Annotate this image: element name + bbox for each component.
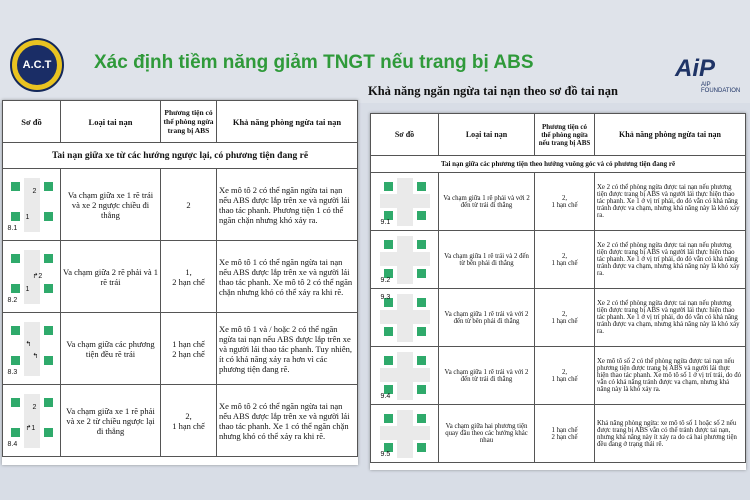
- preventable-vehicle: [535, 405, 595, 463]
- crash-diagram-8-4: 2 ↱1 8.4: [7, 394, 57, 448]
- preventable-vehicle-secondary: 2 hạn chế: [172, 276, 205, 287]
- table-row: [3, 385, 358, 457]
- prevention-description: Xe mô tô 2 có thể ngăn ngừa tai nạn nếu ABS được lắp trên xe và người lái thao tác phanh. Phương tiện 1 có thể ngăn chặn nhưng khó xảy ra.: [217, 169, 358, 241]
- act-logo-text: A.C.T: [17, 45, 57, 85]
- prevention-description: Xe mô tô 2 có thể ngăn ngừa tai nạn nếu ABS được lắp trên xe và người lái thao tác phanh. Xe 1 có thể ngăn chặn nhưng khó có thể xảy ra khi rẽ.: [217, 385, 358, 457]
- left-table-panel: [2, 100, 358, 465]
- right-header-type: Loại tai nạn: [439, 114, 535, 156]
- crash-diagram-9-5: [380, 410, 430, 458]
- left-header-prevention: Khả năng phòng ngừa tai nạn: [217, 101, 358, 143]
- crash-diagram-9-2: [380, 236, 430, 284]
- crash-type: Va chạm giữa các phương tiện đều rẽ trái: [61, 313, 161, 385]
- preventable-vehicle-primary: 2,: [185, 410, 192, 421]
- slide-header: [0, 0, 750, 103]
- crash-type: Va chạm giữa xe 1 rẽ trái và xe 2 ngược chiều đi thẳng: [61, 169, 161, 241]
- right-table-header-row: [371, 114, 746, 156]
- diagram-id: 9.4: [380, 392, 391, 400]
- preventable-vehicle-secondary: 1 hạn chế: [172, 420, 205, 431]
- preventable-vehicle: [161, 169, 217, 241]
- prevention-description: Xe 2 có thể phòng ngừa được tai nạn nếu phương tiện được trang bị ABS và người lái thực hiện thao tác phanh. Xe 1 ở vị trí phải, do đó vẫn có khả năng tránh được va chạm, nhưng khả năng này là khó xảy ra.: [595, 289, 746, 347]
- slide-title: Xác định tiềm năng giảm TNGT nếu trang bị ABS: [94, 52, 534, 73]
- crash-diagram-9-1: [380, 178, 430, 226]
- preventable-vehicle-primary: 2,: [561, 194, 568, 202]
- table-row: [371, 405, 746, 463]
- preventable-vehicle-secondary: 1 hạn chế: [551, 317, 578, 325]
- table-row: [371, 231, 746, 289]
- diagram-cell: [3, 169, 61, 241]
- prevention-description: Xe mô tô số 2 có thể phòng ngừa được tai nạn nếu phương tiện được trang bị ABS và người lái thực hiện thao tác phanh. Xe mô tô số 1 ở vị trí trái, do đó vẫn có khả năng tránh được va chạm, nhưng khả năng này là khó xảy ra.: [595, 347, 746, 405]
- table-row: [371, 289, 746, 347]
- diagram-cell: [3, 385, 61, 457]
- preventable-vehicle: [535, 347, 595, 405]
- right-section-title: Tai nạn giữa các phương tiện theo hướng vuông góc và có phương tiện đang rẽ: [371, 156, 746, 173]
- prevention-description: Khả năng phòng ngừa: xe mô tô số 1 hoặc số 2 nếu được trang bị ABS vẫn có thể tránh được tai nạn, nhưng khả năng này ít xảy ra do cả hai phương tiện đều đang ở trạng thái rẽ.: [595, 405, 746, 463]
- preventable-vehicle-primary: 1 hạn chế: [172, 338, 205, 349]
- prevention-description: Xe mô tô 1 và / hoặc 2 có thể ngăn ngừa tai nạn nếu ABS được lắp trên xe và người lái thao tác phanh. Tuy nhiên, ít có khả năng xảy ra hơn vì các phương tiện đang rẽ.: [217, 313, 358, 385]
- act-logo: [10, 38, 64, 92]
- preventable-vehicle-secondary: 1 hạn chế: [551, 375, 578, 383]
- crash-type: Va chạm giữa 1 rẽ trái và 2 đến từ bên phải đi thẳng: [439, 231, 535, 289]
- aip-logo-sub: AIP FOUNDATION: [701, 82, 741, 94]
- preventable-vehicle-primary: 2,: [561, 252, 568, 260]
- crash-diagram-8-3: ↰ ↰ 8.3: [7, 322, 57, 376]
- right-header-diagram: Sơ đồ: [371, 114, 439, 156]
- right-header-prevention: Khả năng phòng ngừa tai nạn: [595, 114, 746, 156]
- slide-subtitle: Khả năng ngăn ngừa tai nạn theo sơ đồ tai nạn: [368, 84, 618, 98]
- preventable-vehicle-primary: 2,: [561, 310, 568, 318]
- table-row: [3, 241, 358, 313]
- diagram-id: 9.1: [380, 218, 391, 226]
- left-table-header-row: [3, 101, 358, 143]
- left-table: [2, 100, 358, 457]
- right-table: [370, 113, 746, 463]
- crash-type: Va chạm giữa 2 rẽ phải và 1 rẽ trái: [61, 241, 161, 313]
- preventable-vehicle: [535, 289, 595, 347]
- preventable-vehicle-primary: 1,: [185, 266, 192, 277]
- left-header-diagram: Sơ đồ: [3, 101, 61, 143]
- crash-diagram-8-2: ↱2 1 8.2: [7, 250, 57, 304]
- preventable-vehicle-secondary: 1 hạn chế: [551, 201, 578, 209]
- left-header-vehicle: Phương tiện có thể phòng ngừa trang bị ABS: [161, 101, 217, 143]
- diagram-id: 9.5: [380, 450, 391, 458]
- prevention-description: Xe mô tô 1 có thể ngăn ngừa tai nạn nếu ABS được lắp trên xe và người lái thao tác phanh. Xe mô tô 2 có thể ngăn chặn nhưng khó có thể xảy ra khi rẽ.: [217, 241, 358, 313]
- right-table-panel: [370, 113, 746, 470]
- right-header-vehicle: Phương tiện có thể phòng ngừa nếu trang bị ABS: [535, 114, 595, 156]
- diagram-id: 8.1: [7, 224, 18, 232]
- crash-type: Va chạm giữa hai phương tiện quay đầu theo các hướng khác nhau: [439, 405, 535, 463]
- preventable-vehicle: [535, 173, 595, 231]
- prevention-description: Xe 2 có thể phòng ngừa được tai nạn nếu phương tiện được trang bị ABS và người lái thực hiện thao tác phanh. Xe 1 ở vị trí phải, do đó vẫn có khả năng tránh được va chạm, nhưng khả năng này là khó xảy ra.: [595, 231, 746, 289]
- diagram-cell: [371, 231, 439, 289]
- crash-diagram-9-4: [380, 352, 430, 400]
- table-row: [3, 169, 358, 241]
- diagram-cell: [371, 289, 439, 347]
- right-section-row: [371, 156, 746, 173]
- left-section-title: Tai nạn giữa xe từ các hướng ngược lại, có phương tiện đang rẽ: [3, 143, 358, 169]
- preventable-vehicle-secondary: 2 hạn chế: [172, 348, 205, 359]
- preventable-vehicle: [161, 385, 217, 457]
- aip-logo: [675, 55, 743, 93]
- diagram-id: 9.2: [380, 276, 391, 284]
- left-header-type: Loại tai nạn: [61, 101, 161, 143]
- diagram-cell: [371, 347, 439, 405]
- diagram-cell: [3, 241, 61, 313]
- crash-type: Va chạm giữa 1 rẽ trái và với 2 đến từ bên phải đi thẳng: [439, 289, 535, 347]
- preventable-vehicle-secondary: 2 hạn chế: [551, 433, 578, 441]
- diagram-id: 8.4: [7, 440, 18, 448]
- preventable-vehicle: [161, 241, 217, 313]
- table-row: [371, 347, 746, 405]
- preventable-vehicle: [161, 313, 217, 385]
- diagram-cell: [371, 173, 439, 231]
- diagram-cell: [3, 313, 61, 385]
- preventable-vehicle-secondary: 1 hạn chế: [551, 259, 578, 267]
- crash-diagram-9-3: [380, 294, 430, 342]
- table-row: [3, 313, 358, 385]
- diagram-id: 8.3: [7, 368, 18, 376]
- crash-diagram-8-1: 2 1 8.1: [7, 178, 57, 232]
- preventable-vehicle-primary: 2: [186, 199, 191, 210]
- diagram-id: 8.2: [7, 296, 18, 304]
- table-row: [371, 173, 746, 231]
- crash-type: Va chạm giữa 1 rẽ trái và với 2 đến từ trái đi thẳng: [439, 347, 535, 405]
- prevention-description: Xe 2 có thể phòng ngừa được tai nạn nếu phương tiện được trang bị ABS và người lái thực hiện thao tác phanh. Xe 1 ở vị trí phải, do đó vẫn có khả năng tránh được va chạm, nhưng khả năng này là khó xảy ra.: [595, 173, 746, 231]
- left-section-row: [3, 143, 358, 169]
- crash-type: Va chạm giữa xe 1 rẽ phải và xe 2 từ chiều ngược lại đi thẳng: [61, 385, 161, 457]
- aip-logo-mark: AiP: [675, 55, 716, 82]
- diagram-id: 9.3: [380, 293, 391, 301]
- diagram-cell: [371, 405, 439, 463]
- preventable-vehicle-primary: 1 hạn chế: [551, 426, 578, 434]
- crash-type: Va chạm giữa 1 rẽ phải và với 2 đến từ trái đi thẳng: [439, 173, 535, 231]
- preventable-vehicle: [535, 231, 595, 289]
- preventable-vehicle-primary: 2,: [561, 368, 568, 376]
